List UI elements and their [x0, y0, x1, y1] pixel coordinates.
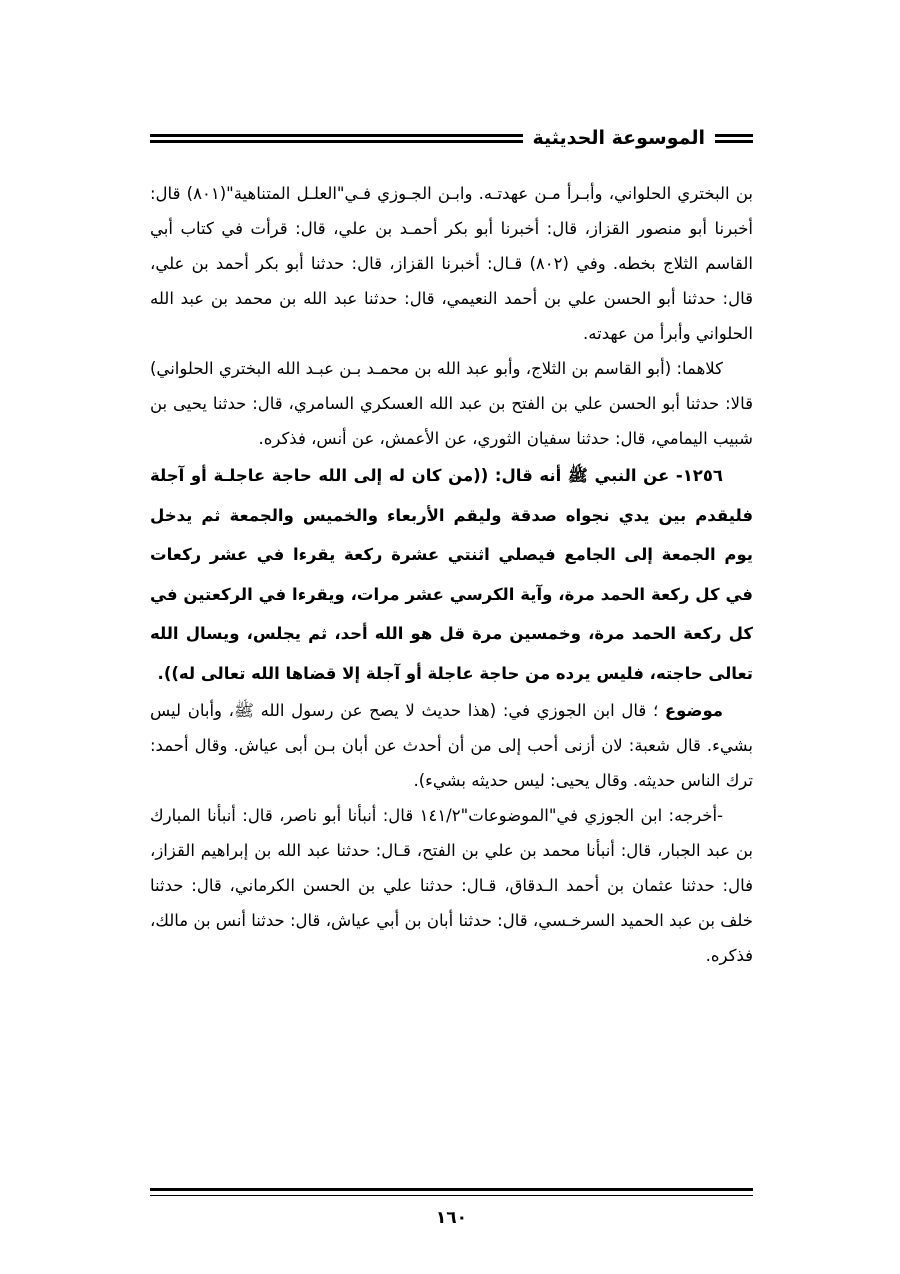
header-rule-right	[715, 134, 753, 143]
paragraph-continuation: بن البختري الحلواني، وأبـرأ مـن عهدتـه. وابـن الجـوزي فـي"العلـل المتناهية"(٨٠١) قال: أخبرنا أبو منصور القزاز، قال: أخبرنا أبو بكر أحمـد بن علي، قال: قرأت في كتاب أبي القاسم الثلاج بخطه. وفي (٨٠٢) قـال: أخبرنا القزاز، قال: حدثنا أبو بكر أحمد بن علي، قال: حدثنا أبو الحسن علي بن أحمد النعيمي، قال: حدثنا عبد الله بن محمد بن عبد الله الحلواني وأبرأ من عهدته.	[150, 184, 754, 343]
header-rule-left	[150, 134, 523, 143]
hadith-text: ١٢٥٦- عن النبي ﷺ أنه قال: ((من كان له إلى الله حاجة عاجلـة أو آجلة فليقدم بين يدي نجواه صدقة وليقم الأربعاء والخميس والجمعة ثم يدخل يوم الجمعة إلى الجامع فيصلي اثنتي عشرة ركعة يقرءا في عشر ركعات في كل ركعة الحمد مرة، وآية الكرسي عشر مرات، ويقرءا في الركعتين في كل ركعة الحمد مرة، وخمسين مرة قل هو الله أحد، ثم يجلس، ويسال الله تعالى حاجته، فليس يرده من حاجة عاجلة أو آجلة إلا قضاها الله تعالى له)).	[150, 466, 753, 683]
verdict-text: ؛ قال ابن الجوزي في: (هذا حديث لا يصح عن رسول الله ﷺ، وأبان ليس بشيء. قال شعبة: لان أزنى أحب إلى من أن أحدث عن أبان بـن أبى عياش. وقال أحمد: ترك الناس حديثه. وقال يحيى: ليس حديثه بشيء).	[150, 701, 753, 790]
footer-rule	[150, 1188, 753, 1196]
book-title: الموسوعة الحديثية	[532, 127, 705, 149]
paragraph-chain-summary: كلاهما: (أبو القاسم بن الثلاج، وأبو عبد الله بن محمـد بـن عبـد الله البختري الحلواني) قالا: حدثنا أبو الحسن علي بن الفتح بن عبد الله العسكري السامري، قال: حدثنا يحيى بن شبيب اليمامي، قال: حدثنا سفيان الثوري، عن الأعمش، عن أنس، فذكره.	[150, 359, 753, 448]
running-header	[150, 118, 753, 158]
takhrij-paragraph: -أخرجه: ابن الجوزي في"الموضوعات"١٤١/٢ قال: أنبأنا أبو ناصر، قال: أنبأنا المبارك بن عبد الجبار، قال: أنبأنا محمد بن علي بن الفتح، قـال: حدثنا عبد الله بن إبراهيم القزاز، فال: حدثنا عثمان بن أحمد الـدقاق، قـال: حدثنا علي بن الحسن الكرماني، قال: حدثنا خلف بن عبد الحميد السرخـسي، قال: حدثنا أبان بن أبي عياش، قال: حدثنا أنس بن مالك، فذكره.	[150, 806, 753, 965]
page-body	[150, 176, 753, 973]
verdict-paragraph	[150, 693, 753, 798]
page-number: ١٦٠	[435, 1208, 468, 1228]
verdict-label: موضوع	[664, 701, 724, 720]
